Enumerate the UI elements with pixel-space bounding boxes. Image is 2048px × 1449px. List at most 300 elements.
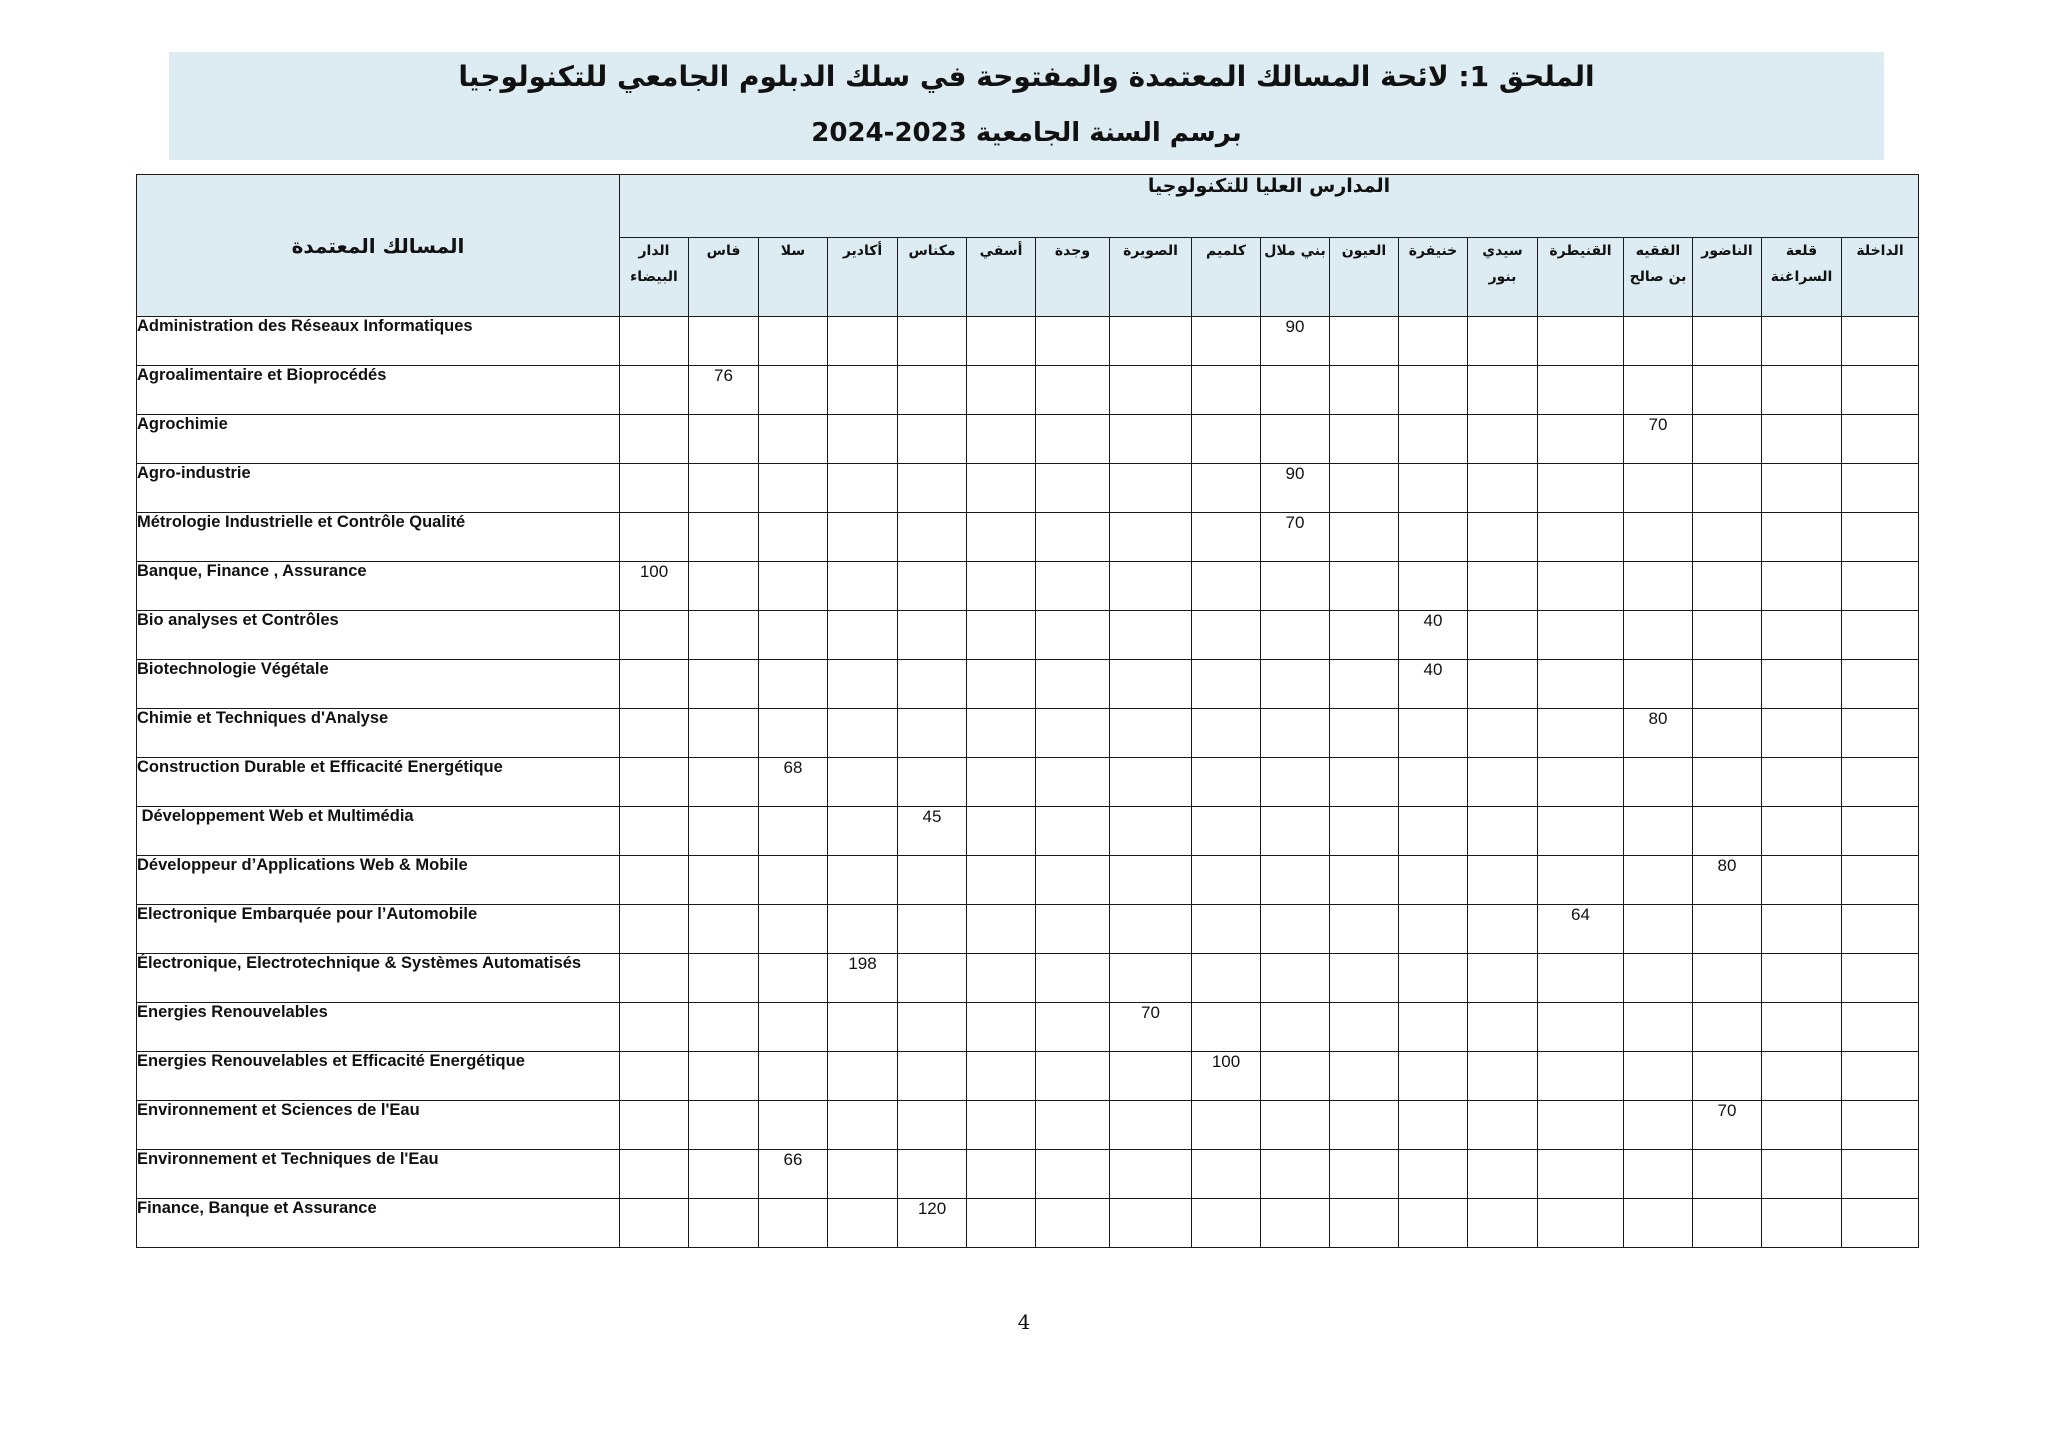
capacity-cell: [1330, 1003, 1399, 1052]
capacity-cell: [898, 660, 967, 709]
capacity-cell: 40: [1399, 660, 1468, 709]
capacity-cell: [620, 807, 689, 856]
capacity-cell: [1624, 317, 1693, 366]
capacity-cell: [1468, 1052, 1538, 1101]
capacity-cell: [759, 905, 828, 954]
capacity-cell: [1538, 856, 1624, 905]
capacity-cell: [1468, 1101, 1538, 1150]
capacity-cell: [620, 464, 689, 513]
capacity-cell: [1399, 954, 1468, 1003]
capacity-cell: [1192, 1199, 1261, 1248]
capacity-cell: [967, 856, 1036, 905]
table-row: [137, 709, 1919, 758]
capacity-cell: 120: [898, 1199, 967, 1248]
capacity-cell: [1624, 856, 1693, 905]
capacity-cell: [689, 1150, 759, 1199]
capacity-cell: [1110, 1101, 1192, 1150]
city-column-header: أسفي: [967, 238, 1036, 317]
table-row: [137, 562, 1919, 611]
capacity-cell: [1468, 611, 1538, 660]
capacity-cell: [967, 660, 1036, 709]
document-title: الملحق 1: لائحة المسالك المعتمدة والمفتوحة في سلك الدبلوم الجامعي للتكنولوجيا: [458, 60, 1595, 93]
capacity-cell: [1399, 758, 1468, 807]
capacity-cell: [1192, 562, 1261, 611]
capacity-cell: [1036, 1003, 1110, 1052]
capacity-cell: [828, 415, 898, 464]
capacity-cell: [1261, 1150, 1330, 1199]
capacity-cell: [689, 562, 759, 611]
track-name-cell: Développeur d’Applications Web & Mobile: [137, 856, 620, 905]
capacity-cell: [1330, 709, 1399, 758]
capacity-cell: [1693, 1150, 1762, 1199]
capacity-cell: [759, 366, 828, 415]
capacity-cell: [1261, 366, 1330, 415]
capacity-cell: [1693, 709, 1762, 758]
capacity-cell: [689, 317, 759, 366]
capacity-cell: [1842, 366, 1919, 415]
capacity-cell: [759, 1052, 828, 1101]
capacity-cell: [1624, 660, 1693, 709]
city-column-header: أكادير: [828, 238, 898, 317]
capacity-cell: [1036, 807, 1110, 856]
capacity-cell: [1110, 1150, 1192, 1199]
tracks-table: [136, 174, 1919, 1248]
capacity-cell: [689, 415, 759, 464]
capacity-cell: [1399, 513, 1468, 562]
capacity-cell: [1762, 562, 1842, 611]
capacity-cell: [1110, 856, 1192, 905]
capacity-cell: [1468, 709, 1538, 758]
city-column-header: كلميم: [1192, 238, 1261, 317]
capacity-cell: [1624, 954, 1693, 1003]
capacity-cell: [1538, 562, 1624, 611]
capacity-cell: [689, 660, 759, 709]
capacity-cell: [1842, 807, 1919, 856]
capacity-cell: [1468, 464, 1538, 513]
capacity-cell: [1192, 317, 1261, 366]
capacity-cell: [689, 1003, 759, 1052]
capacity-cell: [898, 415, 967, 464]
capacity-cell: [759, 807, 828, 856]
capacity-cell: [620, 660, 689, 709]
track-name-cell: Energies Renouvelables: [137, 1003, 620, 1052]
capacity-cell: [1192, 415, 1261, 464]
capacity-cell: [967, 317, 1036, 366]
capacity-cell: [1468, 415, 1538, 464]
capacity-cell: [620, 366, 689, 415]
capacity-cell: [1538, 1101, 1624, 1150]
track-name-cell: Biotechnologie Végétale: [137, 660, 620, 709]
capacity-cell: [898, 366, 967, 415]
capacity-cell: [1693, 611, 1762, 660]
capacity-cell: [1036, 562, 1110, 611]
capacity-cell: [1842, 415, 1919, 464]
table-row: [137, 1101, 1919, 1150]
capacity-cell: [1842, 954, 1919, 1003]
capacity-cell: [1330, 366, 1399, 415]
capacity-cell: [1842, 1003, 1919, 1052]
capacity-cell: [898, 1101, 967, 1150]
capacity-cell: [1762, 758, 1842, 807]
capacity-cell: [1192, 1101, 1261, 1150]
track-name-cell: Métrologie Industrielle et Contrôle Qualité: [137, 513, 620, 562]
capacity-cell: [759, 660, 828, 709]
title-banner: [169, 52, 1884, 160]
capacity-cell: [1192, 611, 1261, 660]
capacity-cell: [1538, 1052, 1624, 1101]
page-number: 4: [1017, 1310, 1031, 1334]
table-row: [137, 1003, 1919, 1052]
capacity-cell: [1261, 1101, 1330, 1150]
capacity-cell: [1330, 1052, 1399, 1101]
capacity-cell: [1261, 1003, 1330, 1052]
capacity-cell: [828, 513, 898, 562]
capacity-cell: [1468, 954, 1538, 1003]
capacity-cell: [1192, 1003, 1261, 1052]
capacity-cell: [1842, 1052, 1919, 1101]
capacity-cell: [1036, 954, 1110, 1003]
capacity-cell: [828, 709, 898, 758]
capacity-cell: [828, 905, 898, 954]
capacity-cell: [1330, 1199, 1399, 1248]
table-row: [137, 1052, 1919, 1101]
capacity-cell: [898, 317, 967, 366]
capacity-cell: [620, 709, 689, 758]
capacity-cell: [1110, 1199, 1192, 1248]
capacity-cell: 80: [1624, 709, 1693, 758]
city-column-header: سيدي بنور: [1468, 238, 1538, 317]
capacity-cell: [1538, 1199, 1624, 1248]
capacity-cell: [1762, 905, 1842, 954]
capacity-cell: [620, 415, 689, 464]
capacity-cell: [1110, 366, 1192, 415]
capacity-cell: [1842, 464, 1919, 513]
capacity-cell: [1110, 660, 1192, 709]
capacity-cell: [620, 1101, 689, 1150]
capacity-cell: [898, 611, 967, 660]
capacity-cell: 70: [1624, 415, 1693, 464]
capacity-cell: [1842, 660, 1919, 709]
capacity-cell: [1399, 905, 1468, 954]
track-name-cell: Électronique, Electrotechnique & Systèmes Automatisés: [137, 954, 620, 1003]
track-name-cell: Electronique Embarquée pour l’Automobile: [137, 905, 620, 954]
capacity-cell: [1468, 562, 1538, 611]
capacity-cell: [1261, 954, 1330, 1003]
track-name-cell: Environnement et Sciences de l'Eau: [137, 1101, 620, 1150]
document-subtitle: برسم السنة الجامعية 2023-2024: [811, 118, 1242, 148]
capacity-cell: 80: [1693, 856, 1762, 905]
capacity-cell: [967, 464, 1036, 513]
track-name-cell: Chimie et Techniques d'Analyse: [137, 709, 620, 758]
table-row: [137, 317, 1919, 366]
capacity-cell: [1399, 1003, 1468, 1052]
table-row: [137, 905, 1919, 954]
capacity-cell: [1261, 758, 1330, 807]
capacity-cell: [1110, 954, 1192, 1003]
capacity-cell: [1468, 1003, 1538, 1052]
capacity-cell: [1538, 415, 1624, 464]
capacity-cell: [967, 1101, 1036, 1150]
city-column-header: العيون: [1330, 238, 1399, 317]
capacity-cell: [1036, 709, 1110, 758]
capacity-cell: [1693, 415, 1762, 464]
capacity-cell: [1693, 954, 1762, 1003]
capacity-cell: [1538, 758, 1624, 807]
capacity-cell: [967, 366, 1036, 415]
capacity-cell: [1842, 1150, 1919, 1199]
capacity-cell: [967, 513, 1036, 562]
capacity-cell: [620, 856, 689, 905]
capacity-cell: [1762, 709, 1842, 758]
capacity-cell: [1261, 415, 1330, 464]
capacity-cell: [759, 317, 828, 366]
track-column-header: المسالك المعتمدة: [137, 175, 620, 317]
capacity-cell: [1399, 709, 1468, 758]
capacity-cell: [1538, 317, 1624, 366]
capacity-cell: [1192, 366, 1261, 415]
capacity-cell: [1538, 611, 1624, 660]
table-row: [137, 856, 1919, 905]
capacity-cell: [1538, 366, 1624, 415]
capacity-cell: [1036, 1052, 1110, 1101]
capacity-cell: [1693, 513, 1762, 562]
capacity-cell: [898, 1052, 967, 1101]
capacity-cell: [1036, 317, 1110, 366]
capacity-cell: [1261, 856, 1330, 905]
capacity-cell: [898, 758, 967, 807]
capacity-cell: 100: [1192, 1052, 1261, 1101]
capacity-cell: [1192, 758, 1261, 807]
capacity-cell: [1693, 562, 1762, 611]
capacity-cell: 198: [828, 954, 898, 1003]
table-row: [137, 758, 1919, 807]
capacity-cell: [1330, 513, 1399, 562]
capacity-cell: [1110, 464, 1192, 513]
capacity-cell: [689, 758, 759, 807]
capacity-cell: [1110, 905, 1192, 954]
capacity-cell: [1261, 807, 1330, 856]
capacity-cell: [1624, 1101, 1693, 1150]
capacity-cell: [1842, 1101, 1919, 1150]
city-column-header: الفقيه بن صالح: [1624, 238, 1693, 317]
capacity-cell: [828, 758, 898, 807]
capacity-cell: [1538, 660, 1624, 709]
city-column-header: الصويرة: [1110, 238, 1192, 317]
capacity-cell: [1624, 513, 1693, 562]
capacity-cell: [759, 1199, 828, 1248]
city-column-header: وجدة: [1036, 238, 1110, 317]
capacity-cell: [1624, 758, 1693, 807]
capacity-cell: [689, 905, 759, 954]
capacity-cell: [1399, 1052, 1468, 1101]
capacity-cell: 100: [620, 562, 689, 611]
capacity-cell: [1192, 464, 1261, 513]
capacity-cell: [689, 464, 759, 513]
capacity-cell: [1468, 807, 1538, 856]
capacity-cell: [1693, 317, 1762, 366]
city-column-header: فاس: [689, 238, 759, 317]
capacity-cell: 90: [1261, 464, 1330, 513]
capacity-cell: [1110, 1052, 1192, 1101]
capacity-cell: [1261, 1052, 1330, 1101]
capacity-cell: [1468, 758, 1538, 807]
capacity-cell: [759, 464, 828, 513]
capacity-cell: [967, 1199, 1036, 1248]
table-row: [137, 415, 1919, 464]
capacity-cell: 70: [1110, 1003, 1192, 1052]
capacity-cell: [898, 954, 967, 1003]
capacity-cell: [1538, 807, 1624, 856]
capacity-cell: [1693, 366, 1762, 415]
capacity-cell: [1762, 660, 1842, 709]
capacity-cell: [1036, 1199, 1110, 1248]
capacity-cell: [1538, 464, 1624, 513]
capacity-cell: [1624, 611, 1693, 660]
track-name-cell: Energies Renouvelables et Efficacité Energétique: [137, 1052, 620, 1101]
city-column-header: الدار البيضاء: [620, 238, 689, 317]
capacity-cell: [1036, 1150, 1110, 1199]
capacity-cell: [828, 1003, 898, 1052]
track-name-cell: Bio analyses et Contrôles: [137, 611, 620, 660]
capacity-cell: [620, 1052, 689, 1101]
capacity-cell: [1399, 415, 1468, 464]
capacity-cell: [759, 562, 828, 611]
capacity-cell: [1330, 856, 1399, 905]
capacity-cell: [828, 1150, 898, 1199]
capacity-cell: [1624, 562, 1693, 611]
capacity-cell: [967, 611, 1036, 660]
capacity-cell: [1762, 415, 1842, 464]
capacity-cell: [1693, 1199, 1762, 1248]
capacity-cell: [759, 1003, 828, 1052]
capacity-cell: [1110, 513, 1192, 562]
capacity-cell: [1399, 562, 1468, 611]
capacity-cell: [898, 1150, 967, 1199]
capacity-cell: [1762, 1150, 1842, 1199]
table-row: [137, 513, 1919, 562]
capacity-cell: [898, 1003, 967, 1052]
capacity-cell: [1399, 1150, 1468, 1199]
capacity-cell: [1110, 758, 1192, 807]
capacity-cell: [1192, 807, 1261, 856]
capacity-cell: [898, 562, 967, 611]
capacity-cell: [1330, 758, 1399, 807]
capacity-cell: [1762, 1052, 1842, 1101]
capacity-cell: 68: [759, 758, 828, 807]
capacity-cell: [828, 611, 898, 660]
capacity-cell: [1693, 464, 1762, 513]
capacity-cell: [759, 709, 828, 758]
capacity-cell: [1036, 366, 1110, 415]
track-name-cell: Administration des Réseaux Informatiques: [137, 317, 620, 366]
track-name-cell: Agro-industrie: [137, 464, 620, 513]
capacity-cell: [1624, 807, 1693, 856]
capacity-cell: [620, 954, 689, 1003]
table-row: [137, 611, 1919, 660]
capacity-cell: [1538, 709, 1624, 758]
capacity-cell: 64: [1538, 905, 1624, 954]
capacity-cell: [828, 562, 898, 611]
capacity-cell: [1399, 856, 1468, 905]
capacity-cell: [1261, 905, 1330, 954]
capacity-cell: [1468, 856, 1538, 905]
capacity-cell: [1261, 1199, 1330, 1248]
track-name-cell: Environnement et Techniques de l'Eau: [137, 1150, 620, 1199]
capacity-cell: [1842, 758, 1919, 807]
capacity-cell: [1399, 366, 1468, 415]
capacity-cell: [1261, 611, 1330, 660]
capacity-cell: [1399, 807, 1468, 856]
capacity-cell: [1330, 562, 1399, 611]
capacity-cell: [967, 562, 1036, 611]
capacity-cell: 70: [1261, 513, 1330, 562]
capacity-cell: [689, 513, 759, 562]
capacity-cell: [689, 807, 759, 856]
capacity-cell: [759, 611, 828, 660]
capacity-cell: [689, 611, 759, 660]
capacity-cell: [1192, 1150, 1261, 1199]
capacity-cell: [1762, 954, 1842, 1003]
capacity-cell: [1842, 1199, 1919, 1248]
city-column-header: الداخلة: [1842, 238, 1919, 317]
track-name-cell: Construction Durable et Efficacité Energétique: [137, 758, 620, 807]
capacity-cell: [620, 1003, 689, 1052]
capacity-cell: [828, 366, 898, 415]
capacity-cell: [828, 1101, 898, 1150]
capacity-cell: [1399, 1101, 1468, 1150]
capacity-cell: [620, 905, 689, 954]
capacity-cell: 70: [1693, 1101, 1762, 1150]
capacity-cell: [1036, 464, 1110, 513]
capacity-cell: 90: [1261, 317, 1330, 366]
capacity-cell: [1624, 905, 1693, 954]
capacity-cell: [1399, 1199, 1468, 1248]
capacity-cell: [1261, 709, 1330, 758]
capacity-cell: [1036, 660, 1110, 709]
capacity-cell: [689, 1052, 759, 1101]
capacity-cell: [967, 709, 1036, 758]
table-row: [137, 1199, 1919, 1248]
capacity-cell: [1399, 317, 1468, 366]
capacity-cell: [1468, 513, 1538, 562]
city-column-header: مكناس: [898, 238, 967, 317]
capacity-cell: [1261, 562, 1330, 611]
capacity-cell: [1192, 856, 1261, 905]
capacity-cell: [828, 1199, 898, 1248]
track-name-cell: Agrochimie: [137, 415, 620, 464]
capacity-cell: [1624, 1199, 1693, 1248]
capacity-cell: [1693, 1003, 1762, 1052]
capacity-cell: [620, 317, 689, 366]
capacity-cell: [1762, 807, 1842, 856]
capacity-cell: [1110, 611, 1192, 660]
capacity-cell: [620, 611, 689, 660]
capacity-cell: [1762, 1003, 1842, 1052]
track-name-cell: Finance, Banque et Assurance: [137, 1199, 620, 1248]
capacity-cell: [1762, 513, 1842, 562]
capacity-cell: [898, 905, 967, 954]
table-row: [137, 1150, 1919, 1199]
capacity-cell: [1842, 856, 1919, 905]
capacity-cell: [1036, 856, 1110, 905]
capacity-cell: [1330, 1101, 1399, 1150]
capacity-cell: [1624, 1003, 1693, 1052]
capacity-cell: [1762, 1101, 1842, 1150]
table-row: [137, 807, 1919, 856]
capacity-cell: [689, 856, 759, 905]
capacity-cell: [1762, 464, 1842, 513]
capacity-cell: [689, 1199, 759, 1248]
